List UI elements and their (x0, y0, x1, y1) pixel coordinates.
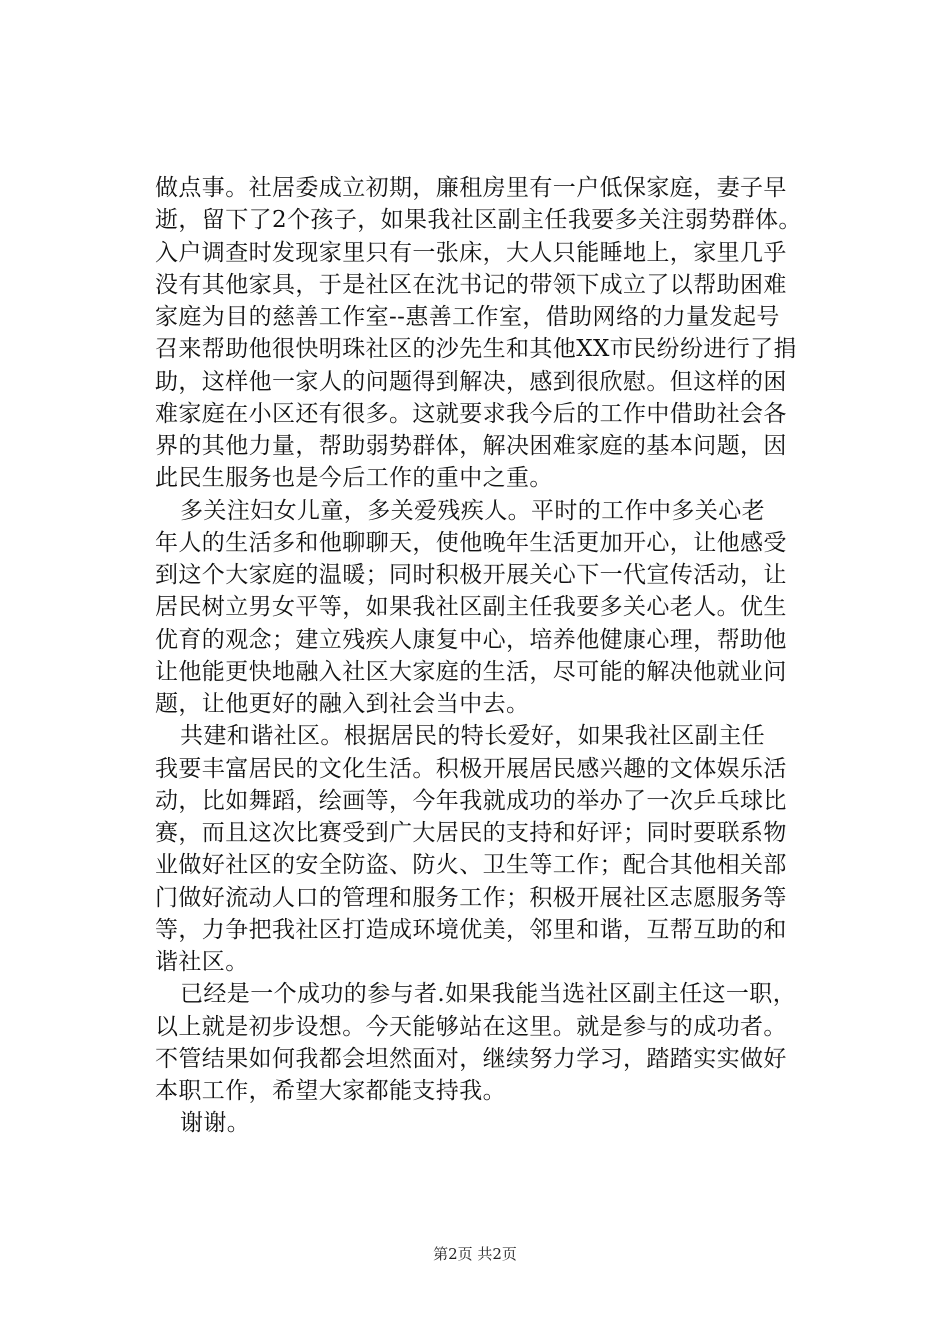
text-line: 等，力争把我社区打造成环境优美，邻里和谐，互帮互助的和 (155, 916, 787, 943)
text-line: 谐社区。 (155, 949, 249, 975)
text-line: 已经是一个成功的参与者.如果我能当选社区副主任这一职， (180, 981, 797, 1008)
text-line: 让他能更快地融入社区大家庭的生活，尽可能的解决他就业问 (155, 658, 787, 685)
text-line: 赛，而且这次比赛受到广大居民的支持和好评；同时要联系物 (155, 820, 787, 846)
text-line: 本职工作，希望大家都能支持我。 (155, 1078, 506, 1104)
text-line: 家庭为目的慈善工作室--惠善工作室，借助网络的力量发起号 (155, 304, 780, 330)
text-line: 业做好社区的安全防盗、防火、卫生等工作；配合其他相关部 (155, 852, 787, 879)
text-line: 没有其他家具，于是社区在沈书记的带领下成立了以帮助困难 (155, 271, 787, 298)
text-line: 逝，留下了2个孩子，如果我社区副主任我要多关注弱势群体。 (155, 207, 802, 234)
text-line: 以上就是初步设想。今天能够站在这里。就是参与的成功者。 (155, 1013, 787, 1040)
text-line: 门做好流动人口的管理和服务工作；积极开展社区志愿服务等 (155, 884, 787, 911)
text-line: 入户调查时发现家里只有一张床，大人只能睡地上，家里几乎 (155, 239, 787, 266)
page-footer: 第2页 共2页 (433, 1245, 517, 1263)
text-line: 动，比如舞蹈，绘画等，今年我就成功的举办了一次乒乓球比 (155, 787, 787, 814)
text-line: 谢谢。 (180, 1110, 251, 1137)
text-line: 界的其他力量，帮助弱势群体，解决困难家庭的基本问题，因 (155, 433, 787, 459)
text-line: 此民生服务也是今后工作的重中之重。 (155, 465, 553, 492)
text-line: 做点事。社居委成立初期，廉租房里有一户低保家庭，妻子早 (155, 175, 787, 201)
text-line: 年人的生活多和他聊聊天，使他晚年生活更加开心，让他感受 (155, 529, 787, 556)
text-line: 难家庭在小区还有很多。这就要求我今后的工作中借助社会各 (155, 400, 787, 427)
text-line: 题，让他更好的融入到社会当中去。 (155, 691, 530, 717)
text-line: 优育的观念；建立残疾人康复中心，培养他健康心理，帮助他 (155, 626, 787, 653)
text-line: 多关注妇女儿童，多关爱残疾人。平时的工作中多关心老 (180, 497, 765, 524)
text-line: 召来帮助他很快明珠社区的沙先生和其他XX市民纷纷进行了捐 (155, 336, 797, 363)
text-line: 共建和谐社区。根据居民的特长爱好，如果我社区副主任 (180, 723, 765, 750)
text-line: 不管结果如何我都会坦然面对，继续努力学习，踏踏实实做好 (155, 1045, 787, 1072)
text-line: 我要丰富居民的文化生活。积极开展居民感兴趣的文体娱乐活 (155, 755, 787, 782)
document-body (155, 172, 835, 1140)
text-line: 到这个大家庭的温暖；同时积极开展关心下一代宣传活动，让 (155, 562, 787, 588)
text-line: 居民树立男女平等，如果我社区副主任我要多关心老人。优生 (155, 594, 787, 621)
text-line: 助，这样他一家人的问题得到解决，感到很欣慰。但这样的困 (155, 368, 787, 395)
